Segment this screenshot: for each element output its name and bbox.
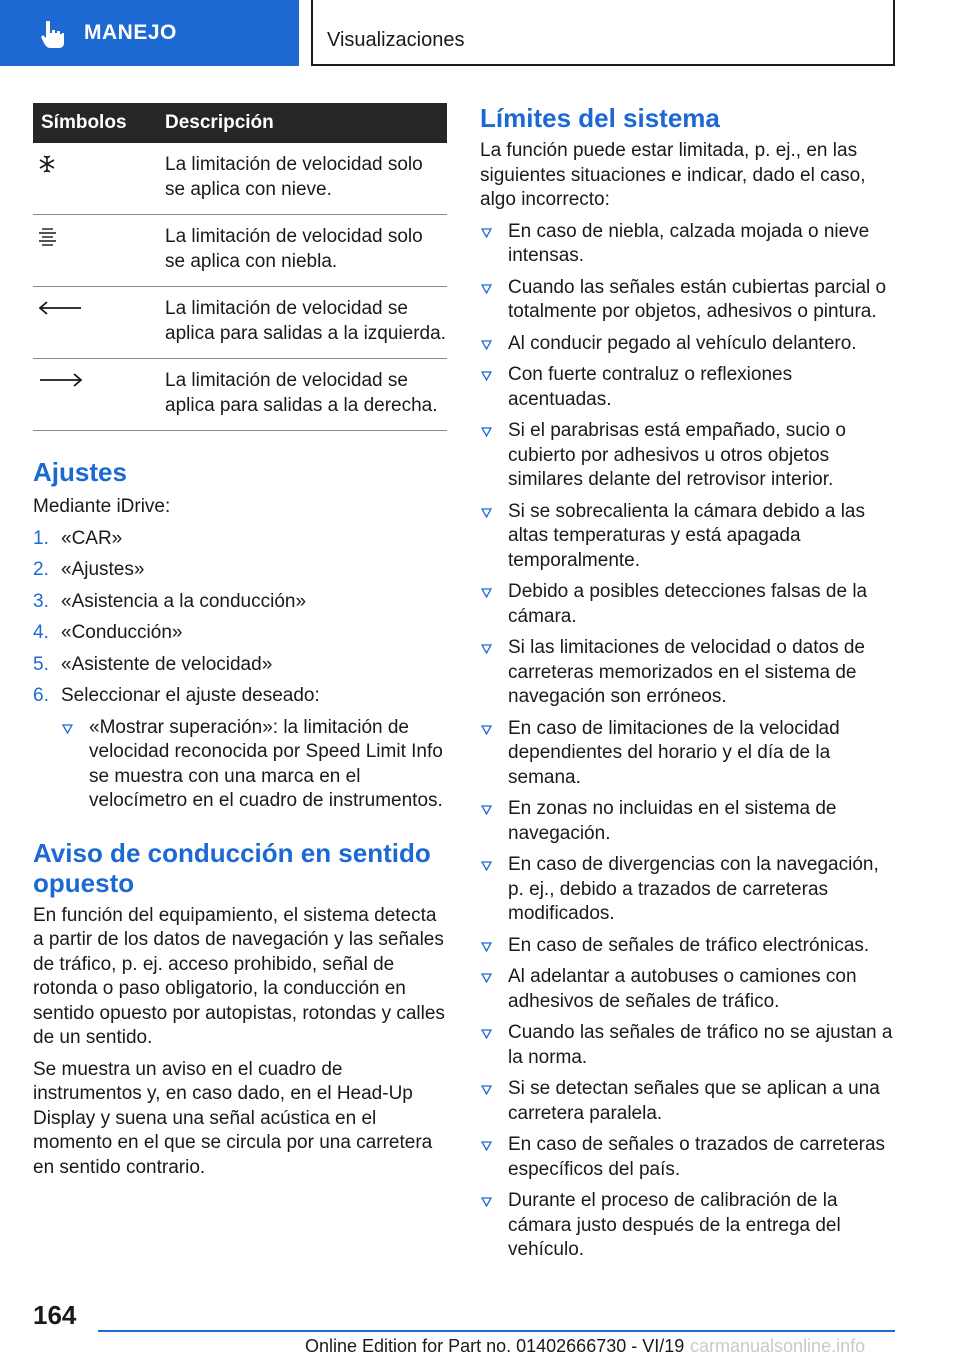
step-number: 6. [33,685,49,706]
left-column [33,103,447,1180]
step-number: 2. [33,559,49,580]
arrow-left-icon [33,296,93,322]
list-item [480,965,894,1014]
chapter-title: Visualizaciones [327,29,465,51]
symbols-table [33,103,447,431]
symbol-description: La limitación de velocidad solo se aplica con nieve. [157,143,447,215]
bullet-triangle-icon [481,588,492,598]
list-item [480,419,894,493]
bullet-triangle-icon [481,861,492,871]
table-row [33,215,447,287]
list-item-text: En caso de señales o trazados de carreteras específicos del país. [508,1134,886,1180]
heading-aviso: Aviso de conducción en sentido opuesto [33,837,431,898]
step-text: Seleccionar el ajuste deseado: [61,685,320,706]
step-text: «Ajustes» [61,559,145,580]
list-item [480,276,894,325]
arrow-right-icon [33,368,93,394]
table-row [33,143,447,215]
list-item [33,621,447,646]
list-item [480,500,894,574]
heading-limites: Límites del sistema [480,103,720,133]
limites-list [480,220,894,1263]
list-item-text: Si el parabrisas está empañado, sucio o cubierto por adhesivos u otros objetos similares delante del retrovisor interior. [508,420,846,490]
limites-intro: La función puede estar limitada, p. ej., en las siguientes situaciones e indicar, dado el caso, algo incorrecto: [480,140,866,210]
list-item [480,797,894,846]
aviso-paragraph-2: Se muestra un aviso en el cuadro de instrumentos y, en caso dado, en el Head-Up Display y suena una señal acústica en el momento en el que se circula por una carretera en sentido contrario. [33,1058,433,1178]
list-item-text: Si se sobrecalienta la cámara debido a las altas temperaturas y está apagada temporalmente. [508,500,865,571]
list-item-text: En caso de limitaciones de la velocidad dependientes del horario y el día de la semana. [508,717,840,788]
list-item [33,558,447,583]
list-item-text: Durante el proceso de calibración de la cámara justo después de la entrega del vehículo. [508,1190,841,1260]
bullet-triangle-icon [481,340,492,350]
list-item [480,580,894,629]
substeps [61,716,447,814]
list-item [33,590,447,615]
list-item-text: En caso de señales de tráfico electrónicas. [508,934,870,956]
table-header-description: Descripción [157,103,447,143]
list-item-text: Debido a posibles detecciones falsas de la cámara. [508,581,868,627]
list-item-text: En zonas no incluidas en el sistema de navegación. [508,798,837,844]
bullet-triangle-icon [481,508,492,518]
list-item-text: En caso de divergencias con la navegación, p. ej., debido a trazados de carreteras modificados. [508,854,879,924]
list-item-text: Al adelantar a autobuses o camiones con adhesivos de señales de tráfico. [508,966,857,1012]
list-item [480,332,894,357]
symbol-description: La limitación de velocidad solo se aplica con niebla. [157,215,447,287]
step-text: «CAR» [61,527,123,549]
list-item [480,1077,894,1126]
heading-ajustes: Ajustes [33,457,127,487]
fog-icon [33,224,93,250]
bullet-triangle-icon [481,805,492,815]
list-item-text: Cuando las señales están cubiertas parcial o totalmente por objetos, adhesivos o pintura. [508,276,887,322]
list-item [480,853,894,927]
list-item [33,684,447,814]
step-text: «Asistente de velocidad» [61,653,273,675]
section-title: MANEJO [84,21,177,44]
bullet-triangle-icon [481,284,492,294]
step-number: 5. [33,653,49,675]
footer-divider [98,1330,895,1332]
list-item-text: Al conducir pegado al vehículo delantero. [508,332,857,354]
table-header-symbols: Símbolos [33,103,157,143]
list-item [480,220,894,269]
watermark: carmanualsonline.info [690,1336,866,1356]
bullet-triangle-icon [481,644,492,654]
aviso-paragraph-1: En función del equipamiento, el sistema detecta a partir de los datos de navegación y las señales de tráfico, p. ej. acceso prohibido, señal de rotonda o paso obligatorio, la conducción en sentido opuesto por autopistas, rotondas y calles de un sentido. [33,904,445,1048]
list-item [480,1189,894,1263]
list-item-text: Si las limitaciones de velocidad o datos de carreteras memorizados en el sistema de navegación son erróneos. [508,637,865,707]
bullet-triangle-icon [481,1029,492,1039]
list-item [480,717,894,791]
section-tab [0,0,299,66]
footer-edition: Online Edition for Part no. 01402666730 - VI/19 [305,1336,685,1356]
list-item [480,1021,894,1070]
table-row [33,287,447,359]
list-item-text: Cuando las señales de tráfico no se ajustan a la norma. [508,1022,893,1068]
bullet-triangle-icon [481,1141,492,1151]
list-item [480,934,894,959]
step-text: «Asistencia a la conducción» [61,590,307,612]
list-item [480,636,894,710]
bullet-triangle-icon [481,228,492,238]
page-number: 164 [33,1300,77,1330]
list-item-text: Si se detectan señales que se aplican a una carretera paralela. [508,1078,880,1124]
bullet-triangle-icon [481,371,492,381]
bullet-triangle-icon [481,942,492,952]
bullet-triangle-icon [481,725,492,735]
symbol-description: La limitación de velocidad se aplica para salidas a la derecha. [157,359,447,431]
bullet-triangle-icon [481,427,492,437]
list-item [480,1133,894,1182]
bullet-triangle-icon [481,973,492,983]
table-row [33,359,447,431]
step-text: «Conducción» [61,622,183,643]
bullet-triangle-icon [481,1085,492,1095]
substep-text: «Mostrar superación»: la limitación de velocidad reconocida por Speed Limit Info se muestra con una marca en el velocímetro en el cuadro de instrumentos. [89,716,443,811]
hand-pointer-icon [38,18,68,48]
step-number: 4. [33,622,49,643]
list-item-text: Con fuerte contraluz o reflexiones acentuadas. [508,364,793,410]
ajustes-steps [33,527,447,814]
list-item [61,716,447,814]
table-header-row [33,103,447,143]
step-number: 3. [33,590,49,612]
ajustes-intro: Mediante iDrive: [33,496,171,517]
bullet-triangle-icon [62,724,73,734]
snowflake-icon [33,152,93,178]
list-item [33,527,447,552]
step-number: 1. [33,527,49,549]
chapter-header [311,0,895,66]
list-item [33,653,447,678]
list-item [480,363,894,412]
right-column [480,103,894,1263]
bullet-triangle-icon [481,1197,492,1207]
symbol-description: La limitación de velocidad se aplica para salidas a la izquierda. [157,287,447,359]
list-item-text: En caso de niebla, calzada mojada o nieve intensas. [508,220,870,266]
